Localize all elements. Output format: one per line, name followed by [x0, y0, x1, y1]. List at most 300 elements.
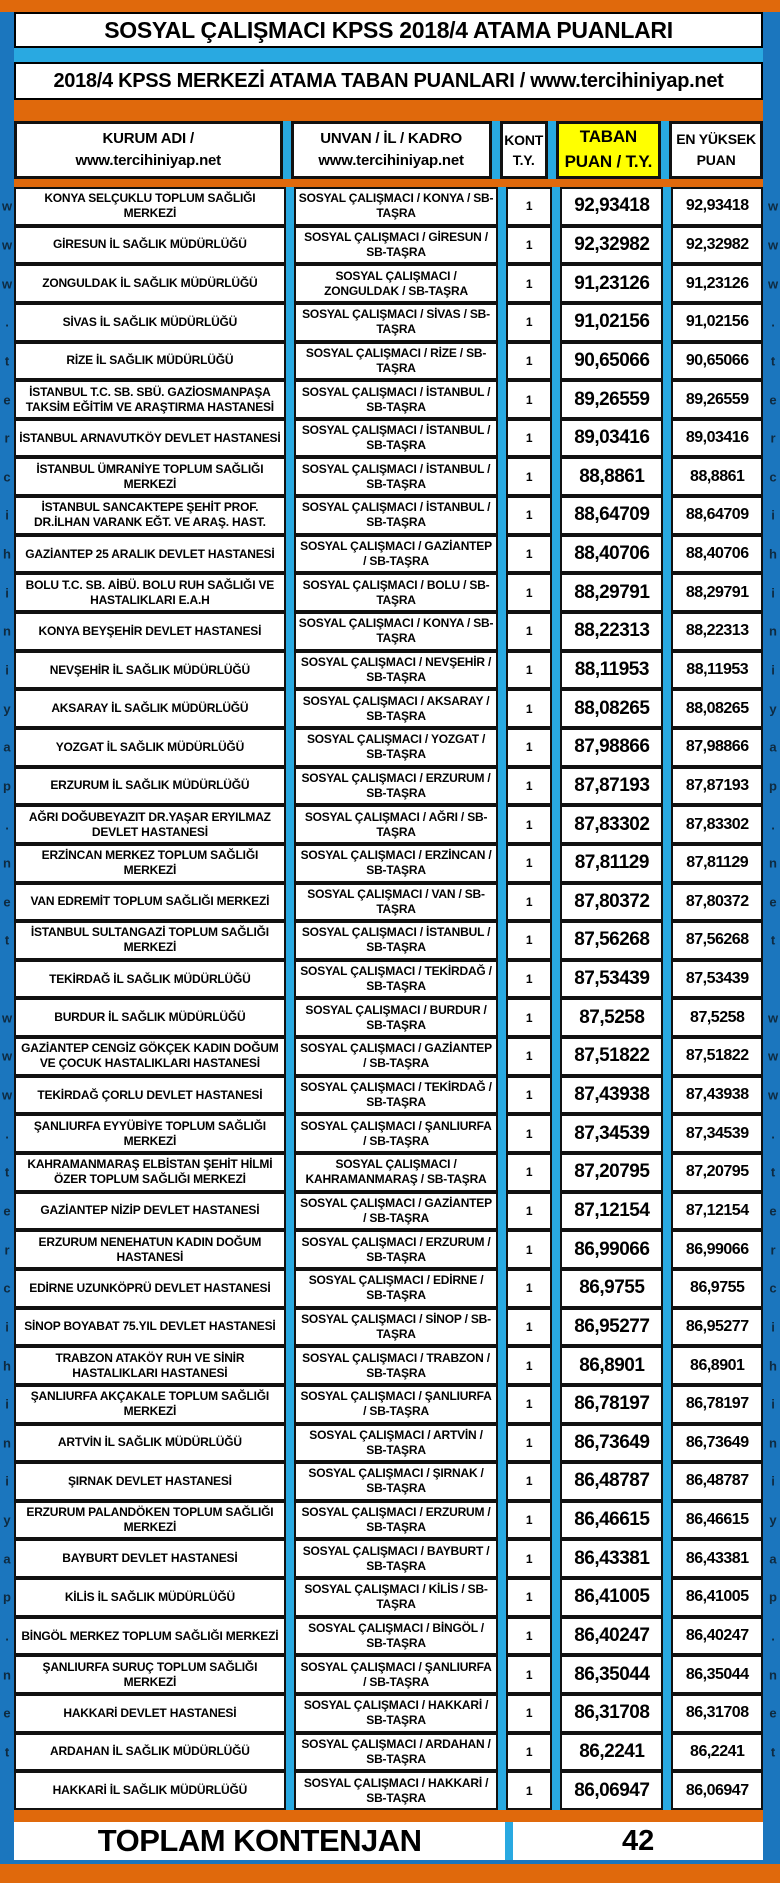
- taban-cell: 91,23126: [560, 264, 663, 303]
- watermark-letter-left: p: [3, 778, 11, 794]
- kont-cell: 1: [506, 612, 552, 651]
- yuksek-cell: 88,40706: [671, 535, 763, 574]
- watermark-letter-right: .: [771, 1628, 775, 1644]
- kurum-cell: TRABZON ATAKÖY RUH VE SİNİR HASTALIKLARI HASTANESİ: [14, 1346, 286, 1385]
- watermark-letter-right: h: [769, 1358, 777, 1374]
- watermark-letter-left: p: [3, 1589, 11, 1605]
- kont-cell: 1: [506, 1076, 552, 1115]
- watermark-letter-left: t: [4, 932, 10, 948]
- kont-cell: 1: [506, 573, 552, 612]
- yuksek-cell: 86,73649: [671, 1424, 763, 1463]
- kurum-cell: İSTANBUL T.C. SB. SBÜ. GAZİOSMANPAŞA TAKSİM EĞİTİM VE ARAŞTIRMA HASTANESİ: [14, 380, 286, 419]
- watermark-letter-right: i: [771, 662, 775, 678]
- taban-cell: 86,99066: [560, 1230, 663, 1269]
- kont-cell: 1: [506, 1269, 552, 1308]
- taban-cell: 86,2241: [560, 1733, 663, 1772]
- kont-cell: 1: [506, 1578, 552, 1617]
- header-row: [14, 121, 763, 179]
- yuksek-cell: 88,22313: [671, 612, 763, 651]
- watermark-letter-right: y: [769, 701, 777, 717]
- kurum-cell: TEKİRDAĞ ÇORLU DEVLET HASTANESİ: [14, 1076, 286, 1115]
- taban-cell: 86,40247: [560, 1617, 663, 1656]
- watermark-letter-left: e: [3, 392, 11, 408]
- yuksek-cell: 87,20795: [671, 1153, 763, 1192]
- watermark-letter-right: e: [769, 894, 777, 910]
- kurum-cell: ŞANLIURFA EYYÜBİYE TOPLUM SAĞLIĞI MERKEZİ: [14, 1114, 286, 1153]
- kont-cell: 1: [506, 303, 552, 342]
- watermark-letter-left: i: [5, 1473, 9, 1489]
- table-row: [3, 1694, 777, 1733]
- cyan-divider: [14, 48, 763, 62]
- watermark-letter-left: w: [1, 237, 13, 253]
- kont-cell: 1: [506, 1771, 552, 1810]
- table-row: [3, 1346, 777, 1385]
- header-kurum-line1: KURUM ADI /: [102, 130, 194, 148]
- kurum-cell: İSTANBUL ÜMRANİYE TOPLUM SAĞLIĞI MERKEZİ: [14, 457, 286, 496]
- taban-cell: 86,43381: [560, 1539, 663, 1578]
- orange-divider-2: [14, 179, 763, 187]
- table-row: [5, 496, 775, 535]
- yuksek-cell: 88,64709: [671, 496, 763, 535]
- unvan-cell: SOSYAL ÇALIŞMACI / HAKKARİ / SB-TAŞRA: [294, 1771, 499, 1810]
- footer-value: 42: [513, 1822, 763, 1860]
- kont-cell: 1: [506, 1192, 552, 1231]
- yuksek-cell: 87,53439: [671, 960, 763, 999]
- taban-cell: 87,34539: [560, 1114, 663, 1153]
- table-rows: [1, 187, 779, 1810]
- yuksek-cell: 88,11953: [671, 651, 763, 690]
- kont-cell: 1: [506, 1346, 552, 1385]
- table-row: [4, 1230, 776, 1269]
- yuksek-cell: 86,41005: [671, 1578, 763, 1617]
- kont-cell: 1: [506, 1694, 552, 1733]
- taban-cell: 87,83302: [560, 805, 663, 844]
- table-row: [3, 1424, 777, 1463]
- kont-cell: 1: [506, 767, 552, 806]
- kurum-cell: İSTANBUL ARNAVUTKÖY DEVLET HASTANESİ: [14, 419, 286, 458]
- taban-cell: 90,65066: [560, 342, 663, 381]
- yuksek-cell: 86,40247: [671, 1617, 763, 1656]
- kont-cell: 1: [506, 1617, 552, 1656]
- unvan-cell: SOSYAL ÇALIŞMACI / SİNOP / SB-TAŞRA: [294, 1308, 499, 1347]
- yuksek-cell: 87,12154: [671, 1192, 763, 1231]
- unvan-cell: SOSYAL ÇALIŞMACI / İSTANBUL / SB-TAŞRA: [294, 380, 499, 419]
- watermark-letter-left: t: [4, 1164, 10, 1180]
- taban-cell: 86,46615: [560, 1501, 663, 1540]
- header-yuksek-line2: PUAN: [696, 152, 736, 168]
- unvan-cell: SOSYAL ÇALIŞMACI / İSTANBUL / SB-TAŞRA: [294, 457, 499, 496]
- taban-cell: 86,9755: [560, 1269, 663, 1308]
- kurum-cell: NEVŞEHİR İL SAĞLIK MÜDÜRLÜĞÜ: [14, 651, 286, 690]
- kont-cell: 1: [506, 535, 552, 574]
- kurum-cell: AĞRI DOĞUBEYAZIT DR.YAŞAR ERYILMAZ DEVLET HASTANESİ: [14, 805, 286, 844]
- kurum-cell: SİNOP BOYABAT 75.YIL DEVLET HASTANESİ: [14, 1308, 286, 1347]
- kurum-cell: ERZİNCAN MERKEZ TOPLUM SAĞLIĞI MERKEZİ: [14, 844, 286, 883]
- header-cell-taban-highlighted: [556, 121, 662, 179]
- orange-divider-1: [14, 100, 763, 121]
- table-row: [14, 1771, 763, 1810]
- footer-label: TOPLAM KONTENJAN: [14, 1822, 505, 1860]
- kurum-cell: RİZE İL SAĞLIK MÜDÜRLÜĞÜ: [14, 342, 286, 381]
- kurum-cell: ERZURUM PALANDÖKEN TOPLUM SAĞLIĞI MERKEZİ: [14, 1501, 286, 1540]
- watermark-letter-left: n: [3, 855, 11, 871]
- header-taban-line2: PUAN / T.Y.: [564, 152, 653, 171]
- kont-cell: 1: [506, 844, 552, 883]
- unvan-cell: SOSYAL ÇALIŞMACI / TEKİRDAĞ / SB-TAŞRA: [294, 960, 499, 999]
- taban-cell: 86,8901: [560, 1346, 663, 1385]
- yuksek-cell: 89,03416: [671, 419, 763, 458]
- watermark-letter-right: r: [770, 1242, 776, 1258]
- kurum-cell: GAZİANTEP CENGİZ GÖKÇEK KADIN DOĞUM VE ÇOCUK HASTALIKLARI HASTANESİ: [14, 1037, 286, 1076]
- header-taban-line1: TABAN: [579, 127, 638, 147]
- watermark-letter-right: i: [771, 1473, 775, 1489]
- unvan-cell: SOSYAL ÇALIŞMACI / ŞIRNAK / SB-TAŞRA: [294, 1462, 499, 1501]
- unvan-cell: SOSYAL ÇALIŞMACI / ŞANLIURFA / SB-TAŞRA: [294, 1655, 499, 1694]
- kurum-cell: AKSARAY İL SAĞLIK MÜDÜRLÜĞÜ: [14, 689, 286, 728]
- yuksek-cell: 86,78197: [671, 1385, 763, 1424]
- watermark-letter-right: w: [767, 1010, 779, 1026]
- kont-cell: 1: [506, 226, 552, 265]
- table-row: [1, 226, 779, 265]
- kont-cell: 1: [506, 1230, 552, 1269]
- yuksek-cell: 87,83302: [671, 805, 763, 844]
- unvan-cell: SOSYAL ÇALIŞMACI / KONYA / SB-TAŞRA: [294, 187, 499, 226]
- watermark-letter-right: w: [767, 237, 779, 253]
- watermark-letter-right: i: [771, 507, 775, 523]
- unvan-cell: SOSYAL ÇALIŞMACI / EDİRNE / SB-TAŞRA: [294, 1269, 499, 1308]
- header-cell-kurum: [14, 121, 283, 179]
- yuksek-cell: 87,81129: [671, 844, 763, 883]
- unvan-cell: SOSYAL ÇALIŞMACI / ERZURUM / SB-TAŞRA: [294, 1230, 499, 1269]
- taban-cell: 91,02156: [560, 303, 663, 342]
- watermark-letter-right: e: [769, 1203, 777, 1219]
- yuksek-cell: 88,29791: [671, 573, 763, 612]
- taban-cell: 87,53439: [560, 960, 663, 999]
- taban-cell: 87,43938: [560, 1076, 663, 1115]
- footer-row: [14, 1822, 763, 1860]
- table-row: [3, 1578, 777, 1617]
- table-row: [5, 1462, 775, 1501]
- kont-cell: 1: [506, 728, 552, 767]
- kurum-cell: YOZGAT İL SAĞLIK MÜDÜRLÜĞÜ: [14, 728, 286, 767]
- table-area: [1, 12, 779, 1860]
- kont-cell: 1: [506, 342, 552, 381]
- watermark-letter-right: w: [767, 276, 779, 292]
- watermark-letter-left: h: [3, 1358, 11, 1374]
- taban-cell: 88,40706: [560, 535, 663, 574]
- unvan-cell: SOSYAL ÇALIŞMACI / BOLU / SB-TAŞRA: [294, 573, 499, 612]
- yuksek-cell: 86,31708: [671, 1694, 763, 1733]
- yuksek-cell: 87,34539: [671, 1114, 763, 1153]
- watermark-letter-left: e: [3, 894, 11, 910]
- unvan-cell: SOSYAL ÇALIŞMACI / ERZİNCAN / SB-TAŞRA: [294, 844, 499, 883]
- taban-cell: 88,8861: [560, 457, 663, 496]
- unvan-cell: SOSYAL ÇALIŞMACI / KONYA / SB-TAŞRA: [294, 612, 499, 651]
- yuksek-cell: 87,87193: [671, 767, 763, 806]
- yuksek-cell: 88,08265: [671, 689, 763, 728]
- unvan-cell: SOSYAL ÇALIŞMACI / BAYBURT / SB-TAŞRA: [294, 1539, 499, 1578]
- yuksek-cell: 86,9755: [671, 1269, 763, 1308]
- header-kont-line2: T.Y.: [512, 152, 535, 168]
- unvan-cell: SOSYAL ÇALIŞMACI / YOZGAT / SB-TAŞRA: [294, 728, 499, 767]
- taban-cell: 92,32982: [560, 226, 663, 265]
- unvan-cell: SOSYAL ÇALIŞMACI / KİLİS / SB-TAŞRA: [294, 1578, 499, 1617]
- yuksek-cell: 87,56268: [671, 921, 763, 960]
- watermark-letter-right: .: [771, 817, 775, 833]
- table-row: [5, 651, 775, 690]
- watermark-letter-right: c: [769, 1280, 777, 1296]
- taban-cell: 86,41005: [560, 1578, 663, 1617]
- bottom-orange-bar: [0, 1864, 780, 1883]
- kont-cell: 1: [506, 998, 552, 1037]
- watermark-letter-right: n: [769, 623, 777, 639]
- kont-cell: 1: [506, 1462, 552, 1501]
- taban-cell: 86,95277: [560, 1308, 663, 1347]
- taban-cell: 88,11953: [560, 651, 663, 690]
- unvan-cell: SOSYAL ÇALIŞMACI / HAKKARİ / SB-TAŞRA: [294, 1694, 499, 1733]
- kurum-cell: TEKİRDAĞ İL SAĞLIK MÜDÜRLÜĞÜ: [14, 960, 286, 999]
- table-row: [3, 1539, 777, 1578]
- yuksek-cell: 91,23126: [671, 264, 763, 303]
- watermark-letter-right: p: [769, 778, 777, 794]
- watermark-letter-left: r: [4, 1242, 10, 1258]
- watermark-letter-right: w: [767, 1048, 779, 1064]
- table-row: [3, 883, 777, 922]
- kurum-cell: BURDUR İL SAĞLIK MÜDÜRLÜĞÜ: [14, 998, 286, 1037]
- watermark-letter-right: p: [769, 1589, 777, 1605]
- watermark-letter-left: a: [3, 739, 11, 755]
- table-row: [3, 1501, 777, 1540]
- unvan-cell: SOSYAL ÇALIŞMACI / ERZURUM / SB-TAŞRA: [294, 767, 499, 806]
- unvan-cell: SOSYAL ÇALIŞMACI / ARTVİN / SB-TAŞRA: [294, 1424, 499, 1463]
- taban-cell: 87,81129: [560, 844, 663, 883]
- header-cell-unvan: [291, 121, 492, 179]
- header-unvan-line2: www.tercihiniyap.net: [318, 152, 464, 169]
- watermark-letter-left: w: [1, 276, 13, 292]
- watermark-letter-right: i: [771, 1319, 775, 1335]
- taban-cell: 88,64709: [560, 496, 663, 535]
- kont-cell: 1: [506, 419, 552, 458]
- table-row: [5, 303, 775, 342]
- taban-cell: 86,48787: [560, 1462, 663, 1501]
- yuksek-cell: 91,02156: [671, 303, 763, 342]
- watermark-letter-right: y: [769, 1512, 777, 1528]
- yuksek-cell: 86,46615: [671, 1501, 763, 1540]
- watermark-letter-left: .: [5, 817, 9, 833]
- kurum-cell: SİVAS İL SAĞLIK MÜDÜRLÜĞÜ: [14, 303, 286, 342]
- main-title: SOSYAL ÇALIŞMACI KPSS 2018/4 ATAMA PUANLARI: [14, 12, 763, 48]
- kurum-cell: GİRESUN İL SAĞLIK MÜDÜRLÜĞÜ: [14, 226, 286, 265]
- table-row: [3, 612, 777, 651]
- table-row: [1, 187, 779, 226]
- taban-cell: 86,31708: [560, 1694, 663, 1733]
- yuksek-cell: 86,06947: [671, 1771, 763, 1810]
- kurum-cell: GAZİANTEP 25 ARALIK DEVLET HASTANESİ: [14, 535, 286, 574]
- kurum-cell: ERZURUM NENEHATUN KADIN DOĞUM HASTANESİ: [14, 1230, 286, 1269]
- table-row: [3, 1269, 777, 1308]
- kont-cell: 1: [506, 457, 552, 496]
- kont-cell: 1: [506, 264, 552, 303]
- yuksek-cell: 86,43381: [671, 1539, 763, 1578]
- kurum-cell: İSTANBUL SULTANGAZİ TOPLUM SAĞLIĞI MERKEZİ: [14, 921, 286, 960]
- kont-cell: 1: [506, 496, 552, 535]
- unvan-cell: SOSYAL ÇALIŞMACI / BİNGÖL / SB-TAŞRA: [294, 1617, 499, 1656]
- yuksek-cell: 86,2241: [671, 1733, 763, 1772]
- unvan-cell: SOSYAL ÇALIŞMACI / SİVAS / SB-TAŞRA: [294, 303, 499, 342]
- unvan-cell: SOSYAL ÇALIŞMACI / TRABZON / SB-TAŞRA: [294, 1346, 499, 1385]
- header-kurum-line2: www.tercihiniyap.net: [75, 152, 221, 169]
- header-kont-line1: KONT: [504, 131, 544, 148]
- unvan-cell: SOSYAL ÇALIŞMACI / AKSARAY / SB-TAŞRA: [294, 689, 499, 728]
- watermark-letter-left: a: [3, 1551, 11, 1567]
- watermark-letter-right: i: [771, 1396, 775, 1412]
- kurum-cell: VAN EDREMİT TOPLUM SAĞLIĞI MERKEZİ: [14, 883, 286, 922]
- yuksek-cell: 86,95277: [671, 1308, 763, 1347]
- kurum-cell: KONYA SELÇUKLU TOPLUM SAĞLIĞI MERKEZİ: [14, 187, 286, 226]
- kont-cell: 1: [506, 1539, 552, 1578]
- kurum-cell: ŞANLIURFA SURUÇ TOPLUM SAĞLIĞI MERKEZİ: [14, 1655, 286, 1694]
- yuksek-cell: 87,43938: [671, 1076, 763, 1115]
- yuksek-cell: 92,32982: [671, 226, 763, 265]
- yuksek-cell: 87,80372: [671, 883, 763, 922]
- yuksek-cell: 86,48787: [671, 1462, 763, 1501]
- watermark-letter-right: n: [769, 1435, 777, 1451]
- unvan-cell: SOSYAL ÇALIŞMACI / ARDAHAN / SB-TAŞRA: [294, 1733, 499, 1772]
- kurum-cell: ZONGULDAK İL SAĞLIK MÜDÜRLÜĞÜ: [14, 264, 286, 303]
- kurum-cell: BOLU T.C. SB. AİBÜ. BOLU RUH SAĞLIĞI VE HASTALIKLARI E.A.H: [14, 573, 286, 612]
- kurum-cell: BAYBURT DEVLET HASTANESİ: [14, 1539, 286, 1578]
- kurum-cell: BİNGÖL MERKEZ TOPLUM SAĞLIĞI MERKEZİ: [14, 1617, 286, 1656]
- taban-cell: 87,80372: [560, 883, 663, 922]
- taban-cell: 86,78197: [560, 1385, 663, 1424]
- yuksek-cell: 87,98866: [671, 728, 763, 767]
- watermark-letter-left: h: [3, 546, 11, 562]
- table-row: [3, 380, 777, 419]
- yuksek-cell: 87,51822: [671, 1037, 763, 1076]
- yuksek-cell: 92,93418: [671, 187, 763, 226]
- unvan-cell: SOSYAL ÇALIŞMACI / KAHRAMANMARAŞ / SB-TAŞRA: [294, 1153, 499, 1192]
- watermark-letter-left: y: [3, 701, 11, 717]
- unvan-cell: SOSYAL ÇALIŞMACI / GAZİANTEP / SB-TAŞRA: [294, 1192, 499, 1231]
- watermark-letter-right: h: [769, 546, 777, 562]
- kurum-cell: KİLİS İL SAĞLIK MÜDÜRLÜĞÜ: [14, 1578, 286, 1617]
- watermark-letter-left: n: [3, 1667, 11, 1683]
- table-row: [3, 844, 777, 883]
- unvan-cell: SOSYAL ÇALIŞMACI / İSTANBUL / SB-TAŞRA: [294, 419, 499, 458]
- table-row: [3, 1192, 777, 1231]
- watermark-letter-left: i: [5, 585, 9, 601]
- kont-cell: 1: [506, 1385, 552, 1424]
- table-row: [1, 1037, 779, 1076]
- kurum-cell: HAKKARİ DEVLET HASTANESİ: [14, 1694, 286, 1733]
- watermark-letter-right: n: [769, 1667, 777, 1683]
- yuksek-cell: 89,26559: [671, 380, 763, 419]
- table-row: [4, 419, 776, 458]
- kurum-cell: ARTVİN İL SAĞLIK MÜDÜRLÜĞÜ: [14, 1424, 286, 1463]
- yuksek-cell: 86,35044: [671, 1655, 763, 1694]
- kurum-cell: İSTANBUL SANCAKTEPE ŞEHİT PROF. DR.İLHAN VARANK EĞT. VE ARAŞ. HAST.: [14, 496, 286, 535]
- table-row: [4, 921, 776, 960]
- watermark-letter-right: e: [769, 1705, 777, 1721]
- kurum-cell: ŞIRNAK DEVLET HASTANESİ: [14, 1462, 286, 1501]
- kurum-cell: KONYA BEYŞEHİR DEVLET HASTANESİ: [14, 612, 286, 651]
- top-orange-bar: [0, 0, 780, 12]
- taban-cell: 86,35044: [560, 1655, 663, 1694]
- kont-cell: 1: [506, 380, 552, 419]
- yuksek-cell: 86,8901: [671, 1346, 763, 1385]
- yuksek-cell: 90,65066: [671, 342, 763, 381]
- watermark-letter-right: r: [770, 430, 776, 446]
- kont-cell: 1: [506, 921, 552, 960]
- unvan-cell: SOSYAL ÇALIŞMACI / GAZİANTEP / SB-TAŞRA: [294, 1037, 499, 1076]
- unvan-cell: SOSYAL ÇALIŞMACI / GAZİANTEP / SB-TAŞRA: [294, 535, 499, 574]
- watermark-letter-left: i: [5, 1396, 9, 1412]
- table-row: [1, 264, 779, 303]
- unvan-cell: SOSYAL ÇALIŞMACI / GİRESUN / SB-TAŞRA: [294, 226, 499, 265]
- unvan-cell: SOSYAL ÇALIŞMACI / ŞANLIURFA / SB-TAŞRA: [294, 1385, 499, 1424]
- watermark-letter-right: e: [769, 392, 777, 408]
- watermark-letter-left: n: [3, 623, 11, 639]
- taban-cell: 87,51822: [560, 1037, 663, 1076]
- unvan-cell: SOSYAL ÇALIŞMACI / ZONGULDAK / SB-TAŞRA: [294, 264, 499, 303]
- table-row: [1, 998, 779, 1037]
- kont-cell: 1: [506, 1424, 552, 1463]
- watermark-letter-left: .: [5, 314, 9, 330]
- table-row: [14, 960, 763, 999]
- table-row: [3, 1655, 777, 1694]
- table-row: [4, 1153, 776, 1192]
- table-row: [5, 1114, 775, 1153]
- unvan-cell: SOSYAL ÇALIŞMACI / BURDUR / SB-TAŞRA: [294, 998, 499, 1037]
- table-row: [4, 342, 776, 381]
- taban-cell: 88,22313: [560, 612, 663, 651]
- watermark-letter-right: t: [770, 1744, 776, 1760]
- watermark-letter-right: a: [769, 739, 777, 755]
- watermark-letter-left: w: [1, 1010, 13, 1026]
- watermark-letter-right: n: [769, 855, 777, 871]
- kurum-cell: ARDAHAN İL SAĞLIK MÜDÜRLÜĞÜ: [14, 1733, 286, 1772]
- kurum-cell: GAZİANTEP NİZİP DEVLET HASTANESİ: [14, 1192, 286, 1231]
- unvan-cell: SOSYAL ÇALIŞMACI / AĞRI / SB-TAŞRA: [294, 805, 499, 844]
- table-row: [3, 767, 777, 806]
- table-row: [5, 1385, 775, 1424]
- orange-divider-3: [14, 1810, 763, 1822]
- watermark-letter-right: t: [770, 1164, 776, 1180]
- table-row: [5, 1308, 775, 1347]
- unvan-cell: SOSYAL ÇALIŞMACI / TEKİRDAĞ / SB-TAŞRA: [294, 1076, 499, 1115]
- kont-cell: 1: [506, 1153, 552, 1192]
- watermark-letter-left: i: [5, 662, 9, 678]
- watermark-letter-right: i: [771, 585, 775, 601]
- watermark-letter-left: t: [4, 353, 10, 369]
- kont-cell: 1: [506, 689, 552, 728]
- taban-cell: 88,29791: [560, 573, 663, 612]
- kont-cell: 1: [506, 883, 552, 922]
- table-row: [5, 573, 775, 612]
- unvan-cell: SOSYAL ÇALIŞMACI / İSTANBUL / SB-TAŞRA: [294, 496, 499, 535]
- watermark-letter-right: w: [767, 198, 779, 214]
- watermark-letter-left: c: [3, 469, 11, 485]
- header-cell-yuksek: [669, 121, 763, 179]
- taban-cell: 89,03416: [560, 419, 663, 458]
- taban-cell: 87,98866: [560, 728, 663, 767]
- watermark-letter-left: .: [5, 1126, 9, 1142]
- watermark-letter-left: i: [5, 1319, 9, 1335]
- yuksek-cell: 86,99066: [671, 1230, 763, 1269]
- unvan-cell: SOSYAL ÇALIŞMACI / VAN / SB-TAŞRA: [294, 883, 499, 922]
- kont-cell: 1: [506, 651, 552, 690]
- kurum-cell: EDİRNE UZUNKÖPRÜ DEVLET HASTANESİ: [14, 1269, 286, 1308]
